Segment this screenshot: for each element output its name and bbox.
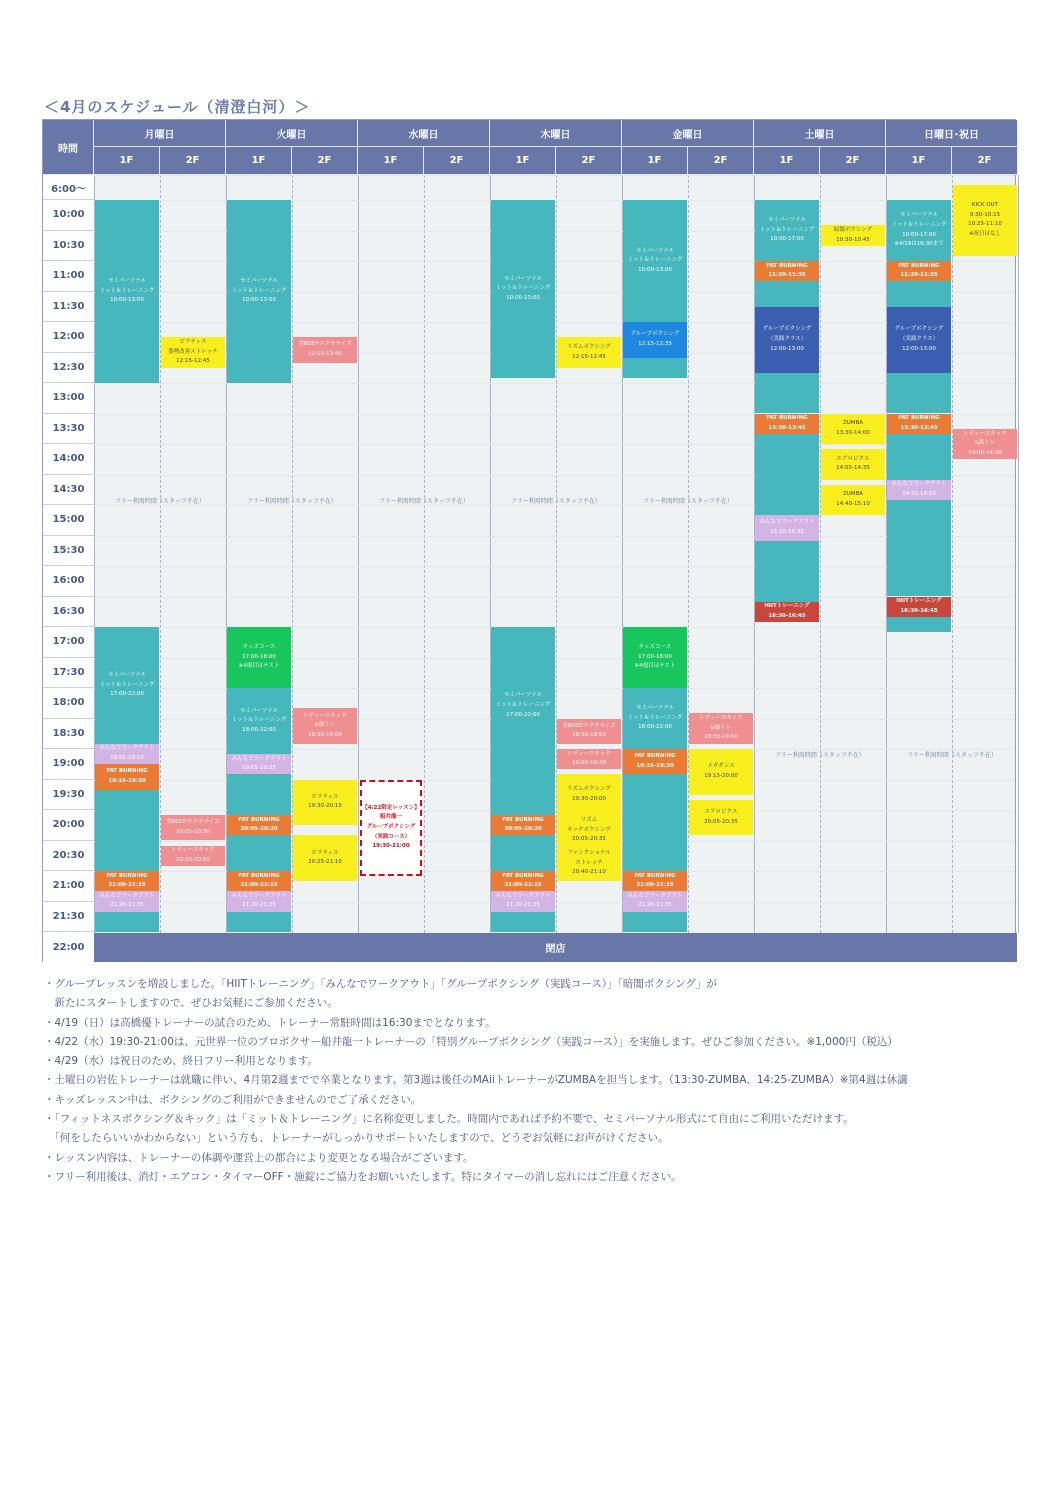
time-slot-label: 12:30 [43, 353, 94, 384]
lesson-block[interactable]: KICK OUT 9:30-10:15 10:25-11:10 ※祝日はなし [953, 185, 1017, 256]
time-slot-label: 20:00 [43, 810, 94, 841]
day-divider [1018, 175, 1019, 933]
lesson-block[interactable]: キッズコース 17:00-18:00 ※4週目はテスト [623, 627, 687, 688]
row-divider [94, 566, 1017, 567]
lesson-block[interactable]: 美BODYエクササイズ 18:30-18:55 [557, 719, 621, 744]
lesson-block[interactable] [623, 912, 687, 932]
floor-header: 1F [622, 147, 688, 175]
time-slot-label: 18:30 [43, 719, 94, 750]
lesson-block[interactable] [491, 785, 555, 816]
floor-header: 1F [94, 147, 160, 175]
floor-divider [952, 175, 953, 933]
day-divider [358, 175, 359, 933]
time-slot-label: 12:00 [43, 322, 94, 353]
free-use-label: フリー利用時間（スタッフ不在） [247, 497, 337, 505]
lesson-block[interactable]: グループボクシング （実践クラス） 12:00-13:00 [755, 307, 819, 373]
lesson-block[interactable]: リズムボクシング 12:15-12:45 [557, 337, 621, 368]
lesson-block[interactable] [227, 912, 291, 932]
note-line: ・土曜日の岩佐トレーナーは就職に伴い、4月第2週までで卒業となります。第3週は後任のMAiiトレーナーがZUMBAを担当します。（13:30-ZUMBA、14:25-ZUMBA）※第4週は休講 [44, 1074, 908, 1087]
closing-time: 22:00 [43, 933, 94, 962]
lesson-block[interactable]: 暗闇ボクシング 10:30-10:45 [821, 225, 885, 245]
lesson-block[interactable]: FAT BURNING 13:30-13:45 [755, 414, 819, 434]
lesson-block[interactable]: 美BODYエクササイズ 20:05-20:30 [161, 815, 225, 840]
row-divider [94, 536, 1017, 537]
lesson-block[interactable]: グループボクシング （実践クラス） 12:00-13:00 [887, 307, 951, 373]
lesson-block[interactable]: キッズコース 17:00-18:00 ※4週目はテスト [227, 627, 291, 688]
lesson-block[interactable] [755, 281, 819, 306]
note-line: 新たにスタートしますので、ぜひお気軽にご参加ください。 [44, 997, 338, 1010]
note-line: 「何をしたらいいかわからない」という方も、トレーナーがしっかりサポートいたしますので、どうぞお気軽にお声がけください。 [44, 1132, 669, 1145]
lesson-block[interactable]: セミパーソナル ミット＆トレーニング 10:00-13:00 [623, 200, 687, 322]
lesson-block[interactable]: みんなでワークアウト 19:05-19:25 [227, 754, 291, 774]
lesson-block[interactable]: ZUMBA 13:30-14:00 [821, 414, 885, 445]
lesson-block[interactable]: ピラティス 19:30-20:15 [293, 780, 357, 826]
lesson-block[interactable]: みんなでワークアウト 21:20-21:35 [95, 891, 159, 911]
lesson-block[interactable]: FAT BURNING 20:05-20:20 [491, 815, 555, 835]
lesson-block[interactable]: セミパーソナル ミット＆トレーニング 17:00-22:00 [95, 627, 159, 744]
lesson-block[interactable] [755, 541, 819, 602]
floor-header: 2F [688, 147, 754, 175]
lesson-block[interactable]: FAT BURNING 21:00-21:15 [623, 871, 687, 891]
day-header: 木曜日 [490, 120, 622, 147]
lesson-block[interactable] [887, 617, 951, 632]
time-column [43, 175, 94, 933]
lesson-block[interactable]: FAT BURNING 21:00-21:15 [491, 871, 555, 891]
time-slot-label: 19:30 [43, 780, 94, 811]
special-lesson-block[interactable]: 【4/22限定レッスン】 船井龍一 グループボクシング （実践コース） 19:30-21:00 [360, 780, 422, 877]
lesson-block[interactable]: セミパーソナル ミット＆トレーニング 10:00-13:00 [491, 200, 555, 378]
time-slot-label: 10:00 [43, 200, 94, 231]
lesson-block[interactable]: メガダンス 19:15-20:00 [689, 749, 753, 795]
lesson-block[interactable]: レディースキック 19:00-19:20 [557, 749, 621, 769]
time-slot-label: 10:30 [43, 231, 94, 262]
lesson-block[interactable]: HIITトレーニング 16:30-16:45 [755, 602, 819, 622]
lesson-block[interactable]: レディースキック &筋トレ 18:30-19:00 [293, 708, 357, 744]
note-line: ・キッズレッスン中は、ボクシングのご利用ができませんのでご了承ください。 [44, 1093, 422, 1106]
time-slot-label: 11:00 [43, 261, 94, 292]
time-slot-label: 17:00 [43, 627, 94, 658]
free-use-label: フリー利用時間（スタッフ不在） [511, 497, 601, 505]
lesson-block[interactable]: FAT BURNING 13:30-13:45 [887, 414, 951, 434]
lesson-block[interactable]: セミパーソナル ミット＆トレーニング 17:00-22:00 [491, 627, 555, 785]
notes-section [44, 975, 1034, 1187]
lesson-block[interactable]: みんなでワークアウト 15:20-15:35 [755, 515, 819, 540]
lesson-block[interactable]: みんなでワークアウト 21:20-21:35 [227, 891, 291, 911]
lesson-block[interactable]: レディースキック 20:35-20:55 [161, 846, 225, 866]
time-slot-label: 14:00 [43, 444, 94, 475]
time-slot-label: 13:00 [43, 383, 94, 414]
day-header: 金曜日 [622, 120, 754, 147]
floor-header: 2F [556, 147, 622, 175]
lesson-block[interactable]: レディースキック &筋トレ 14:00-14:30 [953, 429, 1017, 460]
time-slot-label: 19:00 [43, 749, 94, 780]
lesson-block[interactable]: セミパーソナル ミット＆トレーニング 10:00-17:00 ※4/19は16:30まで [887, 200, 951, 261]
lesson-block[interactable]: FAT BURNING 21:00-21:15 [95, 871, 159, 891]
note-line: ・4/19（日）は高橋優トレーナーの試合のため、トレーナー常駐時間は16:30までとなります。 [44, 1016, 496, 1029]
lesson-block[interactable]: FAT BURNING 21:00-21:15 [227, 871, 291, 891]
lesson-block[interactable]: みんなでワークアウト 18:55-19:10 [95, 744, 159, 764]
lesson-block[interactable]: FAT BURNING 19:15-19:30 [95, 764, 159, 789]
time-slot-label: 13:30 [43, 414, 94, 445]
row-divider [94, 383, 1017, 384]
lesson-block[interactable]: エアロビクス 14:05-14:35 [821, 449, 885, 480]
note-line: ・「フィットネスボクシング＆キック」は「ミット＆トレーニング」に名称変更しました。時間内であれば予約不要で、セミパーソナル形式にて自由にご利用いただけます。 [44, 1113, 854, 1126]
note-line: ・4/22（水）19:30-21:00は、元世界一位のプロボクサー船井龍一トレーナーの「特別グループボクシング（実践コース）」を実施します。ぜひご参加ください。※1,000円（税込） [44, 1035, 898, 1048]
time-slot-label: 21:30 [43, 902, 94, 933]
floor-divider [820, 175, 821, 933]
time-slot-label: 15:30 [43, 536, 94, 567]
note-line: ・レッスン内容は、トレーナーの体調や運営上の都合により変更となる場合がございます。 [44, 1151, 474, 1164]
time-slot-label: 14:30 [43, 475, 94, 506]
lesson-block[interactable]: ファンクショナル ストレッチ 20:40-21:10 [557, 846, 621, 882]
lesson-block[interactable]: 美BODYエクササイズ 12:15-12:40 [293, 337, 357, 362]
lesson-block[interactable] [227, 774, 291, 815]
lesson-block[interactable] [623, 774, 687, 871]
lesson-block[interactable] [887, 434, 951, 480]
floor-header: 2F [292, 147, 358, 175]
row-divider [94, 175, 1017, 176]
lesson-block[interactable] [95, 790, 159, 871]
lesson-block[interactable] [623, 358, 687, 378]
lesson-block[interactable]: レディースキック &筋トレ 18:30-19:00 [689, 713, 753, 744]
free-use-label: フリー利用時間（スタッフ不在） [643, 497, 733, 505]
lesson-block[interactable] [491, 912, 555, 932]
lesson-block[interactable] [95, 912, 159, 932]
closed-bar: 閉店 [94, 933, 1017, 962]
note-line: ・グループレッスンを増設しました。「HIITトレーニング」「みんなでワークアウト」「グループボクシング（実践コース）」「暗闇ボクシング」が [44, 978, 717, 990]
schedule-table [42, 119, 1016, 962]
day-header: 水曜日 [358, 120, 490, 147]
free-use-label: フリー利用時間（スタッフ不在） [115, 497, 205, 505]
lesson-block[interactable]: みんなでワークアウト 21:20-21:35 [491, 891, 555, 911]
lesson-block[interactable]: セミパーソナル ミット＆トレーニング 10:00-13:00 [95, 200, 159, 383]
time-slot-label: 17:30 [43, 658, 94, 689]
lesson-block[interactable]: セミパーソナル ミット＆トレーニング 10:00-17:00 [755, 200, 819, 261]
floor-header: 2F [952, 147, 1018, 175]
note-line: ・4/29（水）は祝日のため、終日フリー利用となります。 [44, 1055, 318, 1068]
lesson-block[interactable] [887, 500, 951, 597]
lesson-block[interactable] [755, 434, 819, 515]
lesson-block[interactable]: エアロビクス 20:05-20:35 [689, 800, 753, 836]
lesson-block[interactable]: FAT BURNING 11:20-11:35 [887, 261, 951, 281]
free-use-label: フリー利用時間（スタッフ不在） [775, 752, 865, 760]
lesson-block[interactable]: FAT BURNING 20:05-20:20 [227, 815, 291, 835]
lesson-block[interactable]: みんなでワークアウト 14:35-14:50 [887, 480, 951, 500]
day-header: 日曜日･祝日 [886, 120, 1018, 147]
free-use-label: フリー利用時間（スタッフ不在） [379, 497, 469, 505]
lesson-block[interactable]: HIITトレーニング 16:30-16:45 [887, 597, 951, 617]
day-header: 土曜日 [754, 120, 886, 147]
floor-divider [424, 175, 425, 933]
time-slot-label: 20:30 [43, 841, 94, 872]
page-title: ＜4月のスケジュール（清澄白河）＞ [44, 98, 311, 116]
lesson-block[interactable]: セミパーソナル ミット＆トレーニング 18:00-22:00 [623, 688, 687, 749]
lesson-block[interactable]: ピラティス 20:25-21:10 [293, 835, 357, 881]
lesson-block[interactable] [227, 835, 291, 871]
row-divider [94, 444, 1017, 445]
lesson-block[interactable] [491, 835, 555, 871]
floor-header: 1F [490, 147, 556, 175]
lesson-block[interactable] [887, 281, 951, 306]
free-use-label: フリー利用時間（スタッフ不在） [907, 752, 997, 760]
floor-header: 1F [754, 147, 820, 175]
floor-header: 1F [358, 147, 424, 175]
time-slot-label: 6:00～ [43, 175, 94, 200]
lesson-block[interactable]: ZUMBA 14:40-15:10 [821, 485, 885, 516]
time-slot-label: 15:00 [43, 505, 94, 536]
lesson-block[interactable]: グループボクシング 12:15-12:35 [623, 322, 687, 358]
day-header: 月曜日 [94, 120, 226, 147]
lesson-block[interactable] [755, 373, 819, 414]
floor-header: 2F [820, 147, 886, 175]
time-slot-label: 21:00 [43, 871, 94, 902]
lesson-block[interactable]: セミパーソナル ミット＆トレーニング 10:00-13:00 [227, 200, 291, 383]
lesson-block[interactable]: みんなでワークアウト 21:20-21:35 [623, 891, 687, 911]
lesson-block[interactable]: リズム キックボクシング 20:05-20:35 [557, 815, 621, 846]
lesson-block[interactable]: セミパーソナル ミット＆トレーニング 18:00-22:00 [227, 688, 291, 754]
row-divider [94, 597, 1017, 598]
floor-header: 1F [226, 147, 292, 175]
time-slot-label: 16:00 [43, 566, 94, 597]
floor-header: 2F [160, 147, 226, 175]
time-slot-label: 18:00 [43, 688, 94, 719]
lesson-block[interactable] [887, 373, 951, 414]
lesson-block[interactable]: ピラティス 姿勢改善ストレッチ 12:15-12:45 [161, 337, 225, 368]
floor-header: 1F [886, 147, 952, 175]
day-header: 火曜日 [226, 120, 358, 147]
time-slot-label: 16:30 [43, 597, 94, 628]
lesson-block[interactable]: FAT BURNING 19:15-19:30 [623, 749, 687, 774]
time-slot-label: 11:30 [43, 292, 94, 323]
lesson-block[interactable]: リズムボクシング 19:30-20:00 [557, 774, 621, 815]
floor-header: 2F [424, 147, 490, 175]
time-header: 時間 [43, 120, 94, 175]
lesson-block[interactable]: FAT BURNING 11:20-11:35 [755, 261, 819, 281]
note-line: ・フリー利用後は、消灯・エアコン・タイマーOFF・施錠にご協力をお願いいたします。特にタイマーの消し忘れにはご注意ください。 [44, 1170, 682, 1183]
